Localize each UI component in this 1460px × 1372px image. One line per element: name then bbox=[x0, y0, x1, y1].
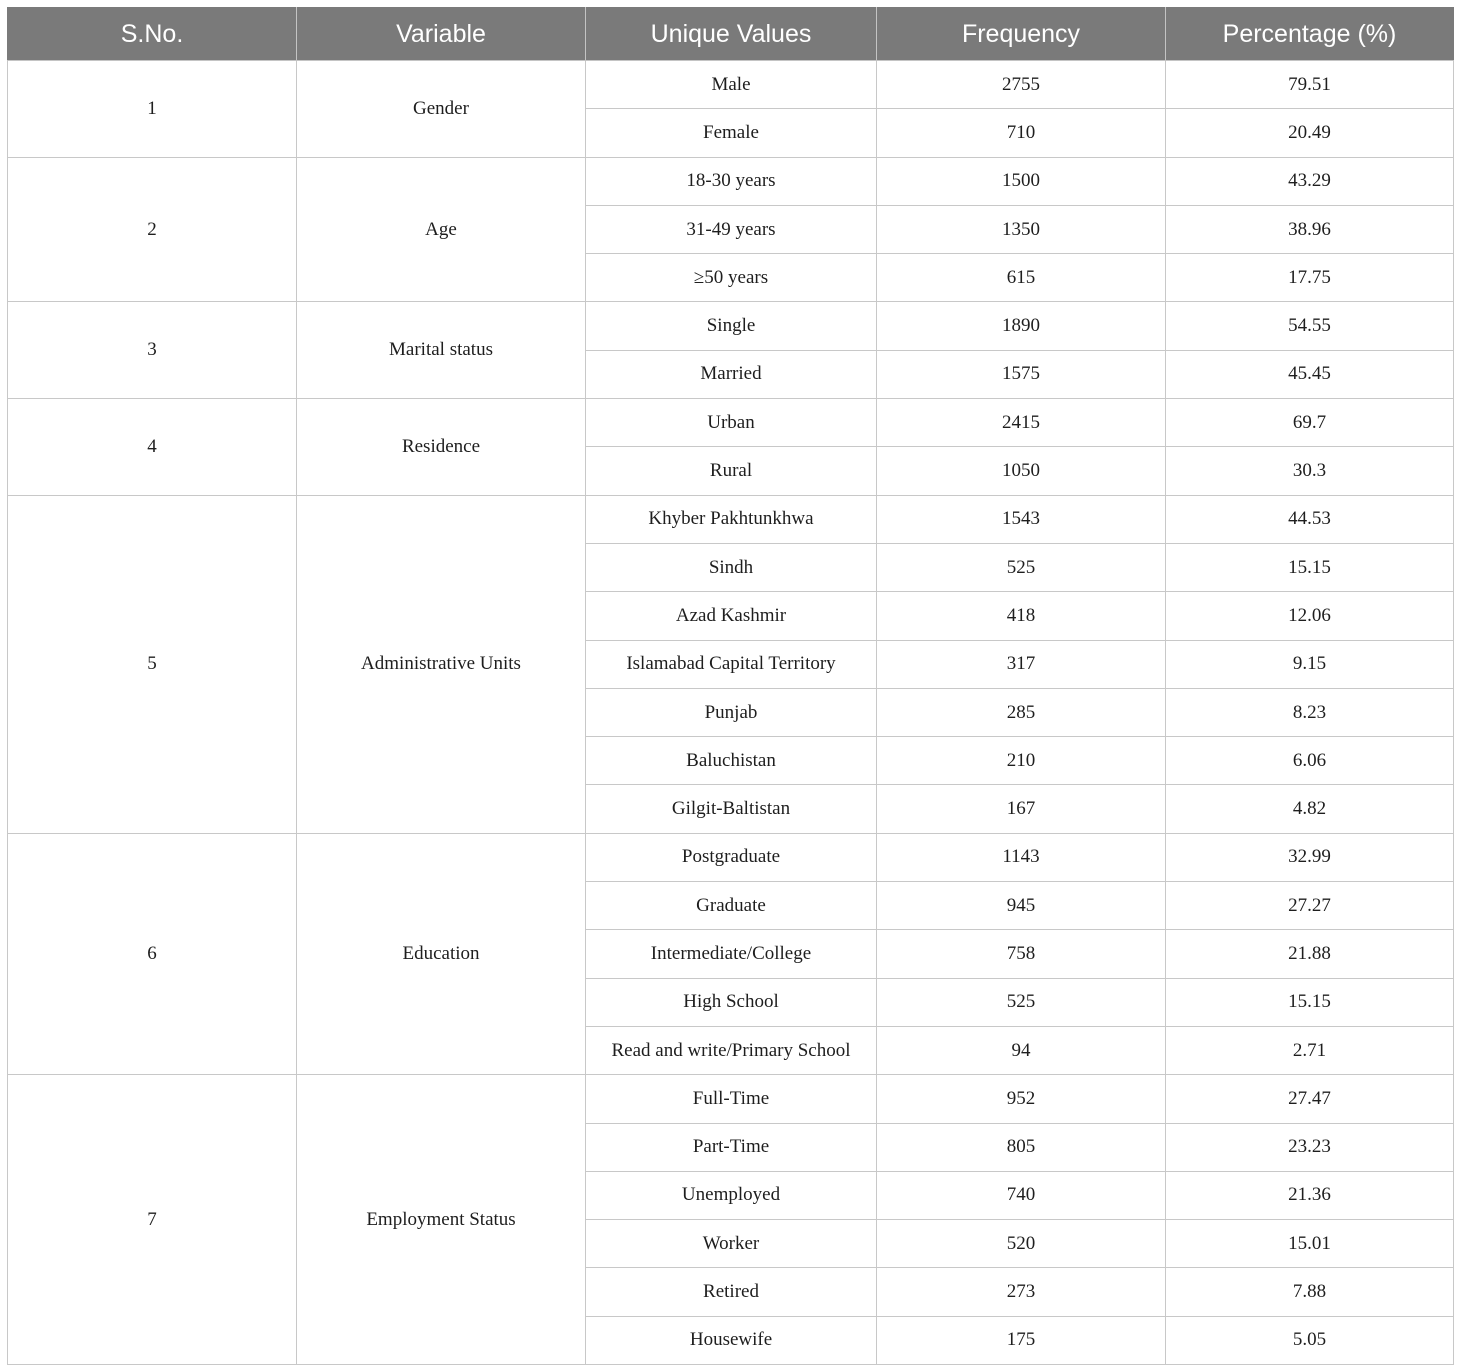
table-row bbox=[8, 1075, 1454, 1123]
cell-percentage: 54.55 bbox=[1166, 302, 1454, 350]
cell-frequency: 2415 bbox=[877, 399, 1166, 447]
cell-frequency: 805 bbox=[877, 1123, 1166, 1171]
cell-variable: Employment Status bbox=[297, 1075, 586, 1365]
cell-frequency: 740 bbox=[877, 1171, 1166, 1219]
cell-sno: 4 bbox=[8, 399, 297, 496]
cell-unique-value: Married bbox=[586, 350, 877, 398]
cell-percentage: 6.06 bbox=[1166, 737, 1454, 785]
table-row bbox=[8, 61, 1454, 109]
cell-percentage: 45.45 bbox=[1166, 350, 1454, 398]
cell-frequency: 418 bbox=[877, 592, 1166, 640]
cell-sno: 1 bbox=[8, 61, 297, 158]
cell-percentage: 4.82 bbox=[1166, 785, 1454, 833]
cell-percentage: 79.51 bbox=[1166, 61, 1454, 109]
cell-frequency: 167 bbox=[877, 785, 1166, 833]
cell-variable: Administrative Units bbox=[297, 495, 586, 833]
cell-percentage: 69.7 bbox=[1166, 399, 1454, 447]
cell-percentage: 5.05 bbox=[1166, 1316, 1454, 1364]
cell-percentage: 15.01 bbox=[1166, 1220, 1454, 1268]
cell-frequency: 1575 bbox=[877, 350, 1166, 398]
cell-frequency: 1143 bbox=[877, 833, 1166, 881]
cell-frequency: 710 bbox=[877, 109, 1166, 157]
cell-percentage: 27.47 bbox=[1166, 1075, 1454, 1123]
cell-variable: Age bbox=[297, 157, 586, 302]
cell-percentage: 8.23 bbox=[1166, 688, 1454, 736]
cell-unique-value: Azad Kashmir bbox=[586, 592, 877, 640]
cell-unique-value: Part-Time bbox=[586, 1123, 877, 1171]
cell-sno: 2 bbox=[8, 157, 297, 302]
cell-frequency: 2755 bbox=[877, 61, 1166, 109]
cell-unique-value: Unemployed bbox=[586, 1171, 877, 1219]
cell-frequency: 1500 bbox=[877, 157, 1166, 205]
cell-variable: Education bbox=[297, 833, 586, 1074]
cell-unique-value: ≥50 years bbox=[586, 254, 877, 302]
table-body bbox=[8, 61, 1454, 1365]
cell-unique-value: High School bbox=[586, 978, 877, 1026]
cell-frequency: 94 bbox=[877, 1026, 1166, 1074]
cell-percentage: 32.99 bbox=[1166, 833, 1454, 881]
cell-frequency: 273 bbox=[877, 1268, 1166, 1316]
cell-frequency: 520 bbox=[877, 1220, 1166, 1268]
cell-unique-value: Female bbox=[586, 109, 877, 157]
cell-frequency: 1890 bbox=[877, 302, 1166, 350]
cell-sno: 7 bbox=[8, 1075, 297, 1365]
header-unique-values: Unique Values bbox=[586, 8, 877, 61]
cell-frequency: 175 bbox=[877, 1316, 1166, 1364]
cell-percentage: 44.53 bbox=[1166, 495, 1454, 543]
cell-percentage: 30.3 bbox=[1166, 447, 1454, 495]
cell-frequency: 758 bbox=[877, 930, 1166, 978]
cell-frequency: 1050 bbox=[877, 447, 1166, 495]
cell-frequency: 945 bbox=[877, 882, 1166, 930]
cell-percentage: 9.15 bbox=[1166, 640, 1454, 688]
cell-percentage: 21.36 bbox=[1166, 1171, 1454, 1219]
cell-unique-value: Intermediate/College bbox=[586, 930, 877, 978]
cell-unique-value: Retired bbox=[586, 1268, 877, 1316]
cell-percentage: 15.15 bbox=[1166, 978, 1454, 1026]
cell-percentage: 27.27 bbox=[1166, 882, 1454, 930]
cell-variable: Residence bbox=[297, 399, 586, 496]
table-row bbox=[8, 399, 1454, 447]
cell-frequency: 285 bbox=[877, 688, 1166, 736]
cell-unique-value: 18-30 years bbox=[586, 157, 877, 205]
cell-frequency: 1543 bbox=[877, 495, 1166, 543]
cell-frequency: 1350 bbox=[877, 205, 1166, 253]
table-row bbox=[8, 302, 1454, 350]
cell-frequency: 525 bbox=[877, 978, 1166, 1026]
cell-percentage: 12.06 bbox=[1166, 592, 1454, 640]
cell-unique-value: Full-Time bbox=[586, 1075, 877, 1123]
cell-frequency: 525 bbox=[877, 543, 1166, 591]
cell-unique-value: Graduate bbox=[586, 882, 877, 930]
cell-unique-value: Khyber Pakhtunkhwa bbox=[586, 495, 877, 543]
cell-percentage: 21.88 bbox=[1166, 930, 1454, 978]
header-variable: Variable bbox=[297, 8, 586, 61]
cell-unique-value: Gilgit-Baltistan bbox=[586, 785, 877, 833]
cell-percentage: 23.23 bbox=[1166, 1123, 1454, 1171]
cell-percentage: 20.49 bbox=[1166, 109, 1454, 157]
cell-unique-value: Male bbox=[586, 61, 877, 109]
cell-sno: 3 bbox=[8, 302, 297, 399]
header-percentage: Percentage (%) bbox=[1166, 8, 1454, 61]
cell-percentage: 43.29 bbox=[1166, 157, 1454, 205]
cell-unique-value: 31-49 years bbox=[586, 205, 877, 253]
header-sno: S.No. bbox=[8, 8, 297, 61]
cell-frequency: 317 bbox=[877, 640, 1166, 688]
cell-unique-value: Baluchistan bbox=[586, 737, 877, 785]
header-row bbox=[8, 8, 1454, 61]
cell-sno: 6 bbox=[8, 833, 297, 1074]
cell-unique-value: Urban bbox=[586, 399, 877, 447]
cell-variable: Marital status bbox=[297, 302, 586, 399]
table-row bbox=[8, 495, 1454, 543]
cell-frequency: 615 bbox=[877, 254, 1166, 302]
header-frequency: Frequency bbox=[877, 8, 1166, 61]
cell-unique-value: Islamabad Capital Territory bbox=[586, 640, 877, 688]
cell-variable: Gender bbox=[297, 61, 586, 158]
cell-percentage: 7.88 bbox=[1166, 1268, 1454, 1316]
cell-unique-value: Rural bbox=[586, 447, 877, 495]
cell-unique-value: Single bbox=[586, 302, 877, 350]
cell-frequency: 952 bbox=[877, 1075, 1166, 1123]
cell-sno: 5 bbox=[8, 495, 297, 833]
table-row bbox=[8, 157, 1454, 205]
cell-unique-value: Worker bbox=[586, 1220, 877, 1268]
cell-percentage: 2.71 bbox=[1166, 1026, 1454, 1074]
cell-percentage: 15.15 bbox=[1166, 543, 1454, 591]
cell-unique-value: Housewife bbox=[586, 1316, 877, 1364]
cell-unique-value: Sindh bbox=[586, 543, 877, 591]
cell-percentage: 17.75 bbox=[1166, 254, 1454, 302]
cell-unique-value: Read and write/Primary School bbox=[586, 1026, 877, 1074]
table-row bbox=[8, 833, 1454, 881]
cell-percentage: 38.96 bbox=[1166, 205, 1454, 253]
cell-unique-value: Punjab bbox=[586, 688, 877, 736]
demographics-table bbox=[7, 7, 1454, 1365]
cell-frequency: 210 bbox=[877, 737, 1166, 785]
table-header bbox=[8, 8, 1454, 61]
cell-unique-value: Postgraduate bbox=[586, 833, 877, 881]
